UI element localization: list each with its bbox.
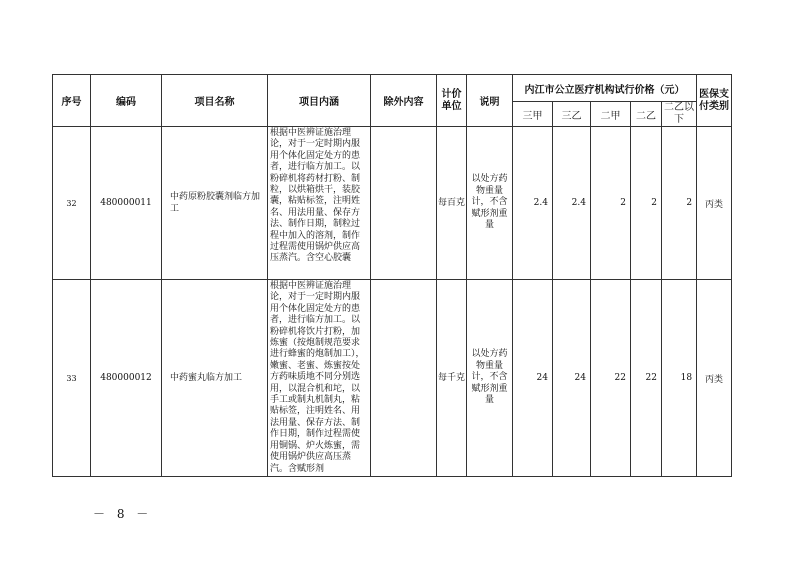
header-content: 项目内涵 [268,75,371,127]
row-unit: 每千克 [437,280,467,477]
header-exclusions: 除外内容 [371,75,437,127]
row-price-3b: 24 [553,280,591,477]
row-note: 以处方药物重量计，不含赋形剂重量 [467,280,513,477]
row-price-2b-below: 18 [662,280,697,477]
row-price-2b-below: 2 [662,127,697,280]
row-insurance: 丙类 [697,127,732,280]
row-unit: 每百克 [437,127,467,280]
header-unit: 计价单位 [437,75,467,127]
row-price-3a: 24 [513,280,553,477]
header-grade-2a: 二甲 [591,102,631,127]
row-price-2b: 22 [631,280,662,477]
header-grade-2b: 二乙 [631,102,662,127]
row-price-3a: 2.4 [513,127,553,280]
row-code: 480000012 [91,280,162,477]
row-exclusions [371,280,437,477]
header-grade-2b-below: 二乙以下 [662,102,697,127]
table-row [53,280,732,477]
row-price-2a: 2 [591,127,631,280]
row-price-2b: 2 [631,127,662,280]
row-price-2a: 22 [591,280,631,477]
row-seq: 32 [53,127,91,280]
header-insurance: 医保支付类别 [697,75,732,127]
row-name: 中药原粉胶囊剂临方加工 [162,127,268,280]
row-content: 根据中医辨证施治理论，对于一定时期内服用个体化固定处方的患者，进行临方加工。以粉碎机将药材打粉、制粒，以烘箱烘干，装胶囊，粘贴标签，注明姓名、用法用量、保存方法、制作日期，制粒过程中加入的溶剂，制作过程需使用锅炉供应高压蒸汽。含空心胶囊 [268,127,371,280]
row-code: 480000011 [91,127,162,280]
header-note: 说明 [467,75,513,127]
header-grade-3b: 三乙 [553,102,591,127]
row-note: 以处方药物重量计，不含赋形剂重量 [467,127,513,280]
row-insurance: 丙类 [697,280,732,477]
row-seq: 33 [53,280,91,477]
page-number: － 8 － [93,507,153,521]
price-table [52,74,732,477]
row-exclusions [371,127,437,280]
row-content: 根据中医辨证施治理论，对于一定时期内服用个体化固定处方的患者，进行临方加工。以粉碎机将饮片打粉，加炼蜜（按炮制规范要求进行蜂蜜的炮制加工），嫩蜜、老蜜、炼蜜按处方药味质地不同分别选用，以混合机和坨，以手工或制丸机制丸，粘贴标签，注明姓名、用法用量、保存方法、制作日期，制作过程需使用铜锅、炉火炼蜜，需使用锅炉供应高压蒸汽。含赋形剂 [268,280,371,477]
table-row [53,127,732,280]
header-code: 编码 [91,75,162,127]
header-grade-3a: 三甲 [513,102,553,127]
row-name: 中药蜜丸临方加工 [162,280,268,477]
header-seq: 序号 [53,75,91,127]
row-price-3b: 2.4 [553,127,591,280]
header-price-group: 内江市公立医疗机构试行价格（元） [513,75,697,102]
header-name: 项目名称 [162,75,268,127]
